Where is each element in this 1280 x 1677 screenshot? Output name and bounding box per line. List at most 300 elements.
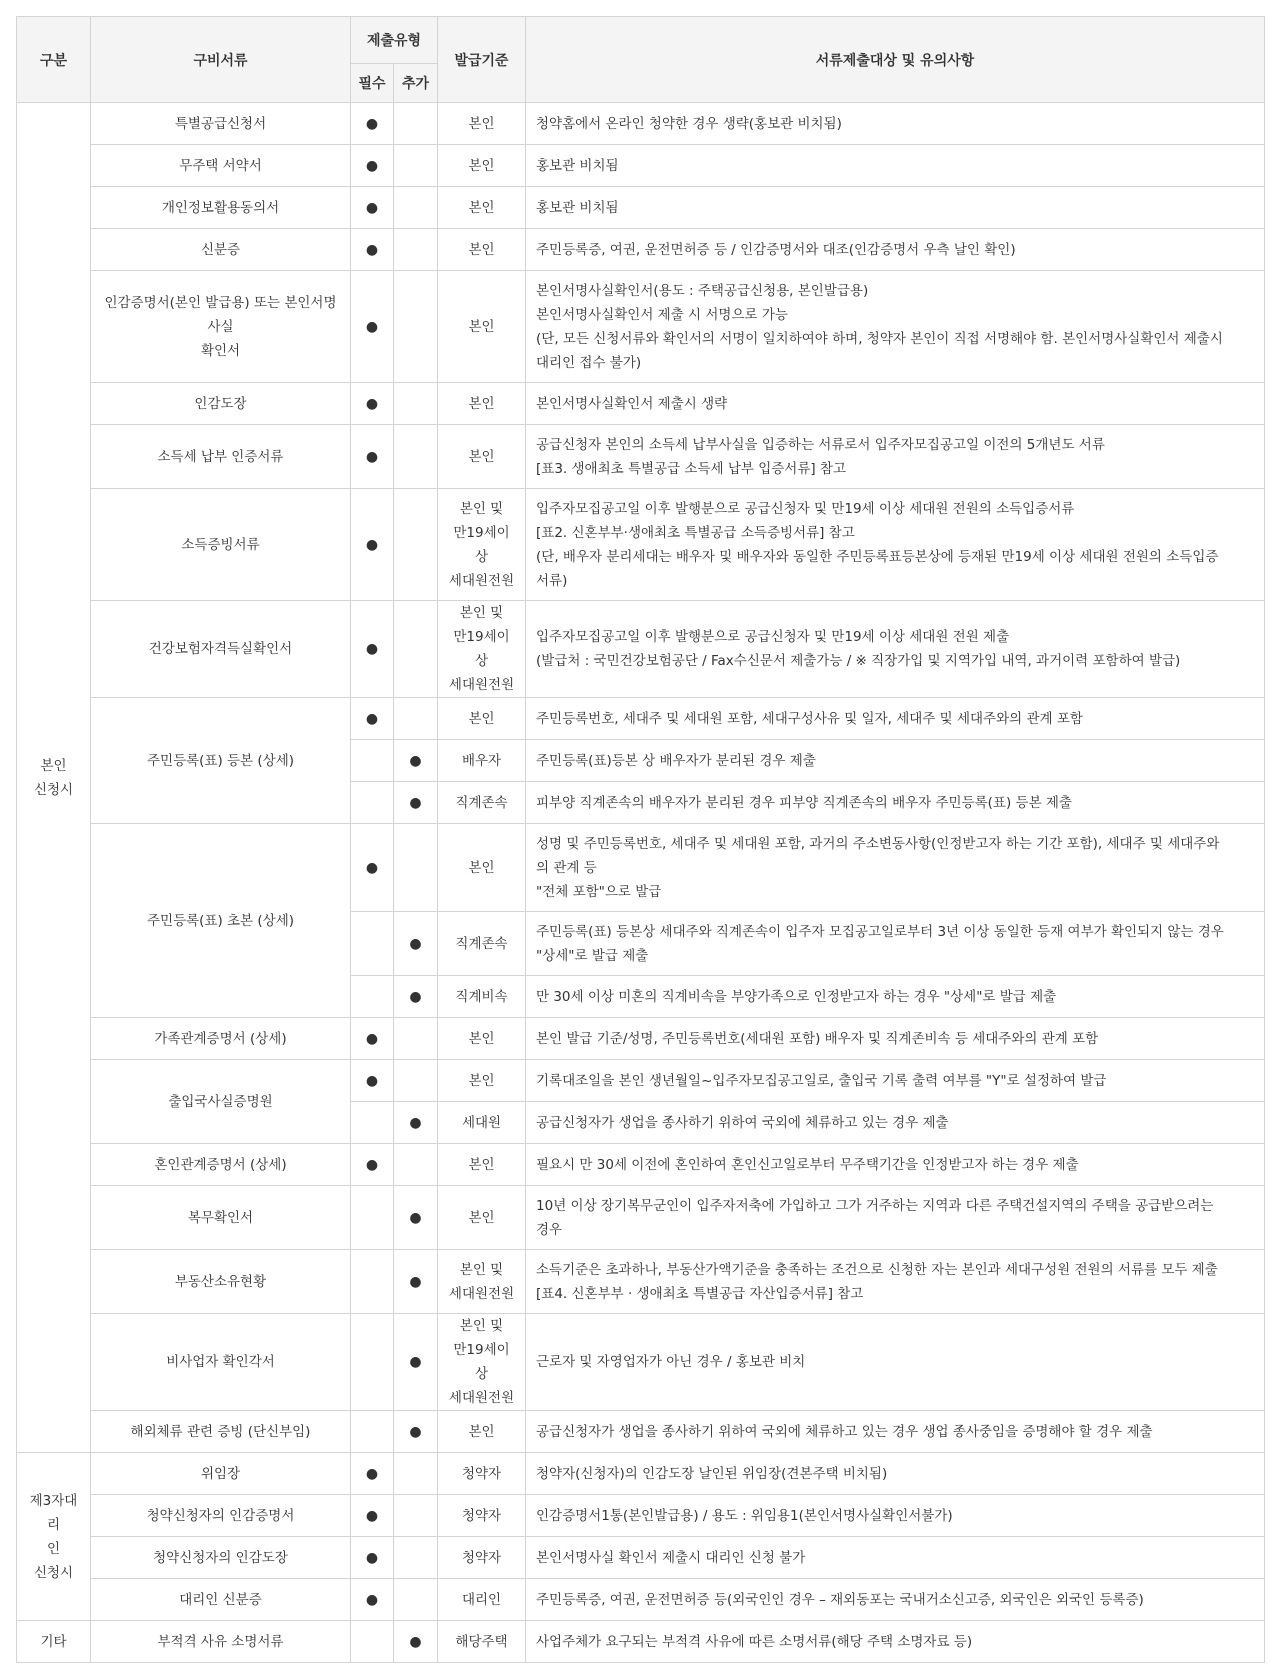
note	[526, 1453, 1265, 1495]
note-line: 공급신청자 본인의 소득세 납부사실을 입증하는 서류로서 입주자모집공고일 이전의 5개년도 서류	[536, 436, 1105, 453]
note-line: 홍보관 비치됨	[536, 157, 619, 174]
document-name	[91, 1314, 351, 1411]
issuer	[438, 1411, 526, 1453]
note-line: 공급신청자가 생업을 종사하기 위하여 국외에 체류하고 있는 경우 제출	[536, 1114, 949, 1131]
document-name-line: 대리인 신분증	[179, 1591, 262, 1608]
note-line: [표3. 생애최초 특별공급 소득세 납부 입증서류] 참고	[536, 460, 846, 477]
category-proxy-line: 제3자대리	[29, 1492, 78, 1533]
document-name	[91, 229, 351, 271]
document-name	[91, 1621, 351, 1663]
required-dot: ●	[365, 318, 379, 335]
note	[526, 782, 1265, 824]
additional-mark	[394, 1250, 438, 1314]
issuer-line: 청약자	[461, 1549, 502, 1566]
note-line: (단, 모든 신청서류와 확인서의 서명이 일치하여야 하며, 청약자 본인이 직접 서명해야 함. 본인서명사실확인서 제출시	[536, 330, 1223, 347]
required-mark	[351, 601, 394, 698]
note	[526, 1495, 1265, 1537]
note-line: 홍보관 비치됨	[536, 199, 619, 216]
note-line: 본인서명사실 확인서 제출시 대리인 신청 불가	[536, 1549, 806, 1566]
required-mark	[351, 1495, 394, 1537]
note-line: 소득기준은 초과하나, 부동산가액기준을 충족하는 조건으로 신청한 자는 본인과 세대구성원 전원의 서류를 모두 제출	[536, 1261, 1218, 1278]
issuer	[438, 912, 526, 976]
additional-mark	[394, 1102, 438, 1144]
required-mark	[351, 1537, 394, 1579]
note	[526, 1060, 1265, 1102]
document-name	[91, 1144, 351, 1186]
issuer-line: 본인	[468, 1030, 495, 1047]
note-line: 주민등록(표)등본 상 배우자가 분리된 경우 제출	[536, 752, 816, 769]
required-mark	[351, 912, 394, 976]
additional-mark	[394, 1537, 438, 1579]
required-dot: ●	[365, 1156, 379, 1173]
additional-mark	[394, 976, 438, 1018]
header-row-1	[17, 17, 1265, 64]
document-name	[91, 1186, 351, 1250]
additional-mark	[394, 1621, 438, 1663]
additional-dot: ●	[409, 988, 422, 1005]
additional-mark	[394, 229, 438, 271]
additional-dot: ●	[409, 935, 422, 952]
required-mark	[351, 1621, 394, 1663]
note-line: 주민등록번호, 세대주 및 세대원 포함, 세대구성사유 및 일자, 세대주 및 세대주와의 관계 포함	[536, 710, 1083, 727]
issuer	[438, 229, 526, 271]
note-line: 본인서명사실확인서 제출시 생략	[536, 395, 728, 412]
required-mark	[351, 425, 394, 489]
table-row	[17, 1144, 1265, 1186]
required-mark	[351, 1250, 394, 1314]
category-self-line: 신청시	[33, 781, 74, 798]
required-mark	[351, 187, 394, 229]
issuer	[438, 824, 526, 912]
issuer	[438, 698, 526, 740]
required-dot: ●	[365, 710, 379, 727]
document-name	[91, 1250, 351, 1314]
additional-mark	[394, 698, 438, 740]
note-line: 의 관계 등	[536, 859, 597, 876]
document-name-line: 청약신청자의 인감도장	[153, 1549, 288, 1566]
additional-mark	[394, 1314, 438, 1411]
document-name-line: 부동산소유현황	[174, 1273, 267, 1290]
table-row	[17, 145, 1265, 187]
note	[526, 601, 1265, 698]
issuer-line: 세대원전원	[448, 572, 515, 589]
issuer	[438, 1314, 526, 1411]
table-row	[17, 1621, 1265, 1663]
note-line: 만 30세 이상 미혼의 직계비속을 부양가족으로 인정받고자 하는 경우 "상세"로 발급 제출	[536, 988, 1057, 1005]
additional-mark	[394, 1186, 438, 1250]
document-name-line: 특별공급신청서	[174, 115, 267, 132]
issuer-line: 본인	[468, 157, 495, 174]
note	[526, 1018, 1265, 1060]
document-name-line: 혼인관계증명서 (상세)	[154, 1156, 287, 1173]
document-requirements-table-container	[16, 16, 1264, 1663]
document-name-line: 청약신청자의 인감증명서	[146, 1507, 295, 1524]
document-name-line: 인감도장	[194, 395, 247, 412]
additional-mark	[394, 1453, 438, 1495]
header-category: 구분	[17, 17, 91, 103]
required-mark	[351, 103, 394, 145]
issuer	[438, 103, 526, 145]
issuer-line: 만19세이상	[453, 1342, 510, 1382]
note-line: 본인 발급 기준/성명, 주민등록번호(세대원 포함) 배우자 및 직계존비속 등 세대주와의 관계 포함	[536, 1030, 1099, 1047]
category-other-line: 기타	[40, 1633, 67, 1650]
issuer-line: 세대원전원	[448, 1390, 515, 1406]
category-other-cell	[17, 1621, 91, 1663]
additional-mark	[394, 912, 438, 976]
document-name	[91, 425, 351, 489]
additional-dot: ●	[409, 794, 422, 811]
table-row	[17, 1314, 1265, 1411]
note	[526, 1411, 1265, 1453]
issuer	[438, 782, 526, 824]
issuer-line: 세대원전원	[448, 677, 515, 693]
document-name	[91, 271, 351, 383]
note-line: 대리인 접수 불가)	[536, 354, 642, 371]
header-submit-type: 제출유형	[351, 17, 438, 64]
required-dot: ●	[365, 115, 379, 132]
issuer-line: 세대원	[461, 1114, 502, 1131]
required-mark	[351, 1186, 394, 1250]
required-dot: ●	[365, 1507, 379, 1524]
document-name	[91, 1411, 351, 1453]
issuer	[438, 145, 526, 187]
issuer-line: 청약자	[461, 1465, 502, 1482]
note-line: 피부양 직계존속의 배우자가 분리된 경우 피부양 직계존속의 배우자 주민등록(표) 등본 제출	[536, 794, 1072, 811]
note	[526, 383, 1265, 425]
note	[526, 976, 1265, 1018]
note-line: 주민등록증, 여권, 운전면허증 등 / 인감증명서와 대조(인감증명서 우측 날인 확인)	[536, 241, 1016, 258]
additional-mark	[394, 187, 438, 229]
document-name	[91, 103, 351, 145]
required-dot: ●	[365, 448, 379, 465]
additional-mark	[394, 1018, 438, 1060]
required-dot: ●	[365, 241, 379, 258]
note-line: 10년 이상 장기복무군인이 입주자저축에 가입하고 그가 거주하는 지역과 다른 주택건설지역의 주택을 공급받으려는	[536, 1197, 1214, 1214]
required-mark	[351, 1060, 394, 1102]
document-name-line: 위임장	[200, 1465, 241, 1482]
table-row	[17, 229, 1265, 271]
document-name	[91, 187, 351, 229]
table-row	[17, 1579, 1265, 1621]
note	[526, 698, 1265, 740]
issuer-line: 본인	[468, 199, 495, 216]
issuer	[438, 601, 526, 698]
note	[526, 1314, 1265, 1411]
category-proxy-line: 신청시	[33, 1564, 74, 1581]
note-line: 서류)	[536, 572, 568, 589]
document-name-line: 부적격 사유 소명서류	[157, 1633, 284, 1650]
required-dot: ●	[365, 157, 379, 174]
issuer	[438, 976, 526, 1018]
issuer-line: 본인	[468, 318, 495, 335]
document-name-line: 복무확인서	[187, 1209, 254, 1226]
note	[526, 103, 1265, 145]
issuer	[438, 1060, 526, 1102]
additional-dot: ●	[409, 1114, 422, 1131]
document-name	[91, 1537, 351, 1579]
table-row	[17, 1537, 1265, 1579]
additional-mark	[394, 271, 438, 383]
table-row	[17, 1060, 1265, 1102]
required-mark	[351, 271, 394, 383]
issuer	[438, 1144, 526, 1186]
note-line: "상세"로 발급 제출	[536, 947, 649, 964]
issuer-line: 청약자	[461, 1507, 502, 1524]
note-line: 공급신청자가 생업을 종사하기 위하여 국외에 체류하고 있는 경우 생업 종사중임을 증명해야 할 경우 제출	[536, 1423, 1153, 1440]
required-dot: ●	[365, 1072, 379, 1089]
issuer	[438, 1579, 526, 1621]
issuer	[438, 489, 526, 601]
document-name-line: 무주택 서약서	[179, 157, 262, 174]
document-name-line: 주민등록(표) 등본 (상세)	[146, 752, 295, 769]
table-row	[17, 1018, 1265, 1060]
required-mark	[351, 383, 394, 425]
document-name-line: 출입국사실증명원	[168, 1093, 273, 1110]
document-name	[91, 1579, 351, 1621]
issuer	[438, 1250, 526, 1314]
note	[526, 1144, 1265, 1186]
document-name-line: 주민등록(표) 초본 (상세)	[146, 912, 295, 929]
issuer	[438, 1495, 526, 1537]
additional-dot: ●	[409, 1633, 422, 1650]
note	[526, 489, 1265, 601]
note	[526, 1250, 1265, 1314]
required-dot: ●	[365, 1549, 379, 1566]
additional-mark	[394, 601, 438, 698]
note-line: 경우	[536, 1221, 563, 1238]
table-row	[17, 1453, 1265, 1495]
issuer-line: 본인	[468, 1209, 495, 1226]
document-name	[91, 698, 351, 824]
additional-mark	[394, 782, 438, 824]
note-line: 근로자 및 자영업자가 아닌 경우 / 홍보관 비치	[536, 1354, 806, 1370]
additional-mark	[394, 145, 438, 187]
additional-mark	[394, 824, 438, 912]
additional-mark	[394, 383, 438, 425]
additional-dot: ●	[409, 1423, 422, 1440]
document-name-line: 신분증	[200, 241, 241, 258]
required-mark	[351, 1453, 394, 1495]
header-notes: 서류제출대상 및 유의사항	[526, 17, 1265, 103]
note	[526, 824, 1265, 912]
note	[526, 1102, 1265, 1144]
note-line: 주민등록증, 여권, 운전면허증 등(외국인인 경우 – 재외동포는 국내거소신고증, 외국인은 외국인 등록증)	[536, 1591, 1144, 1608]
required-mark	[351, 782, 394, 824]
note-line: 입주자모집공고일 이후 발행분으로 공급신청자 및 만19세 이상 세대원 전원의 소득입증서류	[536, 500, 1075, 517]
document-name-line: 확인서	[200, 342, 241, 359]
required-mark	[351, 740, 394, 782]
table-row	[17, 1411, 1265, 1453]
category-proxy-line: 인	[46, 1540, 61, 1557]
table-row	[17, 1186, 1265, 1250]
required-mark	[351, 145, 394, 187]
table-row	[17, 383, 1265, 425]
note	[526, 229, 1265, 271]
note	[526, 1537, 1265, 1579]
required-mark	[351, 1018, 394, 1060]
issuer	[438, 1453, 526, 1495]
note-line: 청약홈에서 온라인 청약한 경우 생략(홍보관 비치됨)	[536, 115, 842, 132]
issuer-line: 만19세이상	[453, 524, 510, 565]
note-line: 입주자모집공고일 이후 발행분으로 공급신청자 및 만19세 이상 세대원 전원 제출	[536, 629, 1010, 645]
document-name-line: 소득증빙서류	[181, 536, 260, 553]
issuer-line: 본인	[468, 241, 495, 258]
issuer-line: 본인	[468, 859, 495, 876]
note	[526, 425, 1265, 489]
required-dot: ●	[365, 1465, 379, 1482]
category-proxy-cell	[17, 1453, 91, 1621]
required-mark	[351, 698, 394, 740]
document-name-line: 소득세 납부 인증서류	[157, 448, 284, 465]
additional-mark	[394, 103, 438, 145]
document-name	[91, 824, 351, 1018]
table-row	[17, 698, 1265, 740]
note	[526, 145, 1265, 187]
header-additional: 추가	[394, 64, 438, 103]
required-mark	[351, 1411, 394, 1453]
additional-mark	[394, 740, 438, 782]
issuer	[438, 383, 526, 425]
required-mark	[351, 1579, 394, 1621]
header-document: 구비서류	[91, 17, 351, 103]
issuer-line: 본인	[468, 710, 495, 727]
note-line: 사업주체가 요구되는 부적격 사유에 따른 소명서류(해당 주택 소명자료 등)	[536, 1633, 973, 1650]
table-row	[17, 824, 1265, 912]
note-line: (단, 배우자 분리세대는 배우자 및 배우자와 동일한 주민등록표등본상에 등재된 만19세 이상 세대원 전원의 소득입증	[536, 548, 1219, 565]
issuer-line: 본인	[468, 448, 495, 465]
issuer-line: 직계존속	[455, 794, 508, 811]
document-name	[91, 1060, 351, 1144]
issuer	[438, 1621, 526, 1663]
required-mark	[351, 489, 394, 601]
table-row	[17, 103, 1265, 145]
note	[526, 740, 1265, 782]
table-row	[17, 425, 1265, 489]
document-name	[91, 489, 351, 601]
table-row	[17, 489, 1265, 601]
required-dot: ●	[365, 641, 379, 657]
note-line: 인감증명서1통(본인발급용) / 용도 : 위임용1(본인서명사실확인서불가)	[536, 1507, 953, 1524]
issuer-line: 만19세이상	[453, 629, 510, 669]
additional-dot: ●	[409, 1354, 422, 1370]
issuer	[438, 1018, 526, 1060]
additional-dot: ●	[409, 1273, 422, 1290]
issuer-line: 해당주택	[455, 1633, 508, 1650]
note-line: 기록대조일을 본인 생년월일~입주자모집공고일로, 출입국 기록 출력 여부를 "Y"로 설정하여 발급	[536, 1072, 1107, 1089]
additional-mark	[394, 1060, 438, 1102]
additional-mark	[394, 1144, 438, 1186]
issuer	[438, 1537, 526, 1579]
additional-mark	[394, 425, 438, 489]
required-mark	[351, 824, 394, 912]
document-name	[91, 145, 351, 187]
note-line: 본인서명사실확인서(용도 : 주택공급신청용, 본인발급용)	[536, 282, 869, 299]
issuer	[438, 1102, 526, 1144]
note	[526, 187, 1265, 229]
note-line: (발급처 : 국민건강보험공단 / Fax수신문서 제출가능 / ※ 직장가입 및 지역가입 내역, 과거이력 포함하여 발급)	[536, 653, 1181, 669]
note-line: [표4. 신혼부부 · 생애최초 특별공급 자산입증서류] 참고	[536, 1285, 864, 1302]
required-dot: ●	[365, 199, 379, 216]
table-row	[17, 187, 1265, 229]
additional-mark	[394, 1495, 438, 1537]
note	[526, 912, 1265, 976]
document-name-line: 인감증명서(본인 발급용) 또는 본인서명사실	[104, 294, 337, 335]
issuer	[438, 425, 526, 489]
table-row	[17, 601, 1265, 698]
issuer-line: 본인	[468, 1423, 495, 1440]
note	[526, 1621, 1265, 1663]
additional-mark	[394, 489, 438, 601]
issuer-line: 직계존속	[455, 935, 508, 952]
document-name-line: 건강보험자격득실확인서	[148, 641, 293, 657]
required-dot: ●	[365, 395, 379, 412]
table-header	[17, 17, 1265, 103]
required-mark	[351, 229, 394, 271]
additional-mark	[394, 1411, 438, 1453]
note-line: "전체 포함"으로 발급	[536, 883, 662, 900]
issuer	[438, 187, 526, 229]
note-line: 청약자(신청자)의 인감도장 날인된 위임장(견본주택 비치됨)	[536, 1465, 888, 1482]
document-name-line: 비사업자 확인각서	[166, 1354, 275, 1370]
document-name-line: 개인정보활용동의서	[161, 199, 280, 216]
issuer-line: 본인 및	[459, 500, 504, 517]
document-name	[91, 383, 351, 425]
required-mark	[351, 1144, 394, 1186]
issuer	[438, 271, 526, 383]
note	[526, 271, 1265, 383]
document-name-line: 가족관계증명서 (상세)	[154, 1030, 287, 1047]
issuer-line: 직계비속	[455, 988, 508, 1005]
additional-dot: ●	[409, 1209, 422, 1226]
required-mark	[351, 976, 394, 1018]
issuer-line: 대리인	[461, 1591, 502, 1608]
category-self-line: 본인	[40, 757, 67, 774]
issuer-line: 배우자	[461, 752, 502, 769]
header-required: 필수	[351, 64, 394, 103]
note-line: 본인서명사실확인서 제출 시 서명으로 가능	[536, 306, 788, 323]
header-issuer: 발급기준	[438, 17, 526, 103]
table-body	[17, 103, 1265, 1663]
document-name	[91, 1495, 351, 1537]
document-name-line: 해외체류 관련 증빙 (단신부임)	[130, 1423, 311, 1440]
issuer	[438, 740, 526, 782]
table-row	[17, 1495, 1265, 1537]
document-name	[91, 601, 351, 698]
required-dot: ●	[365, 1030, 379, 1047]
required-mark	[351, 1102, 394, 1144]
note-line: 성명 및 주민등록번호, 세대주 및 세대원 포함, 과거의 주소변동사항(인정받고자 하는 기간 포함), 세대주 및 세대주와	[536, 835, 1220, 852]
note-line: 필요시 만 30세 이전에 혼인하여 혼인신고일로부터 무주택기간을 인정받고자 하는 경우 제출	[536, 1156, 1079, 1173]
table-row	[17, 271, 1265, 383]
table-row	[17, 1250, 1265, 1314]
issuer-line: 세대원전원	[448, 1285, 515, 1302]
additional-dot: ●	[409, 752, 422, 769]
required-dot: ●	[365, 859, 379, 876]
issuer-line: 본인	[468, 1072, 495, 1089]
note-line: 주민등록(표) 등본상 세대주와 직계존속이 입주자 모집공고일로부터 3년 이상 동일한 등재 여부가 확인되지 않는 경우	[536, 923, 1224, 940]
issuer-line: 본인 및	[459, 605, 504, 621]
required-dot: ●	[365, 1591, 379, 1608]
issuer	[438, 1186, 526, 1250]
document-name	[91, 1453, 351, 1495]
issuer-line: 본인 및	[459, 1318, 504, 1334]
required-dot: ●	[365, 536, 379, 553]
issuer-line: 본인	[468, 1156, 495, 1173]
category-self-cell	[17, 103, 91, 1453]
document-requirements-table	[16, 16, 1265, 1663]
issuer-line: 본인	[468, 115, 495, 132]
issuer-line: 본인	[468, 395, 495, 412]
